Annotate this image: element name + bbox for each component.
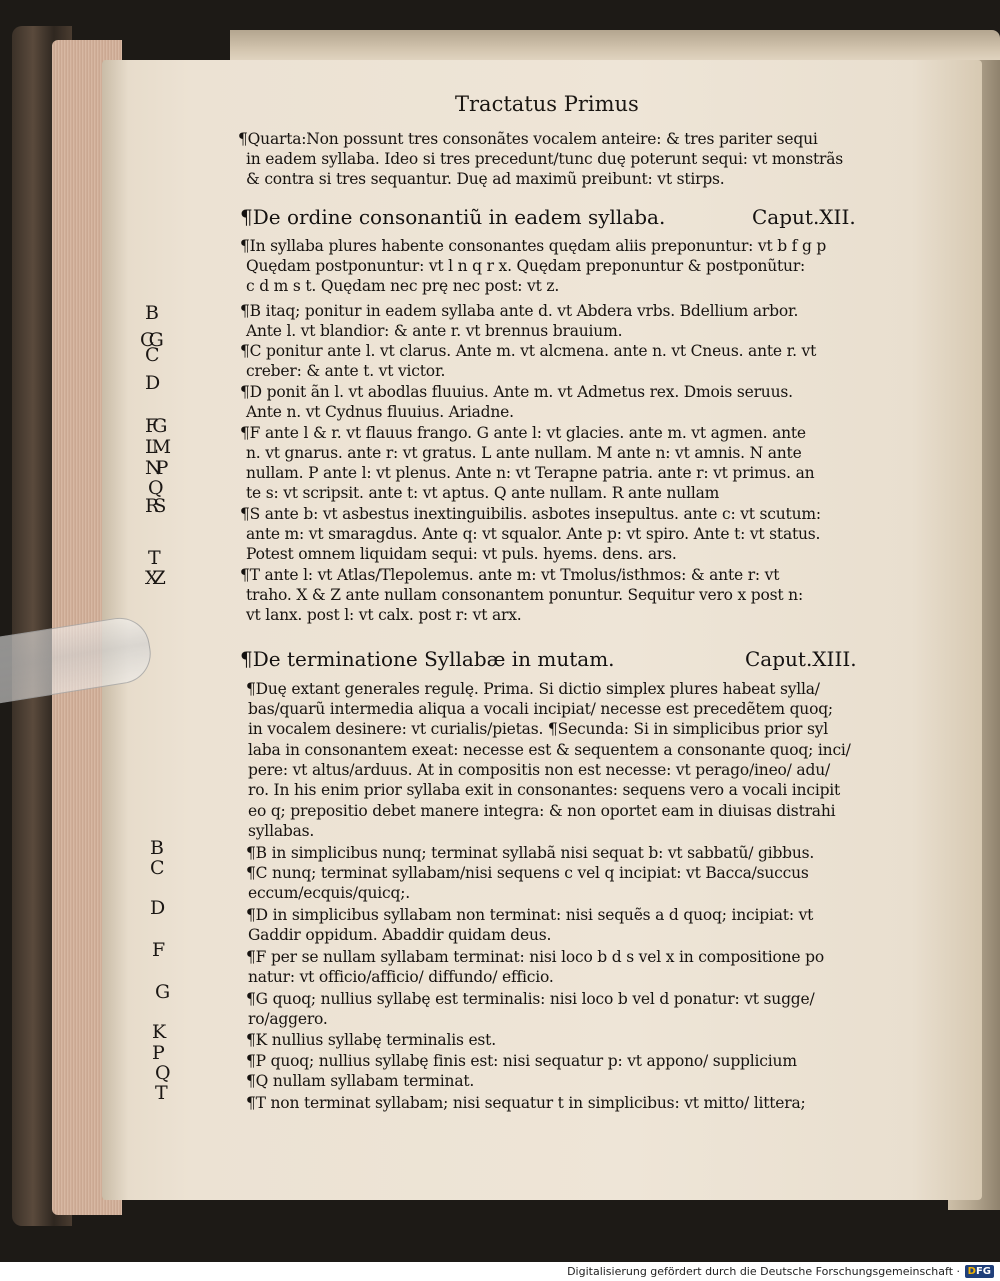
ch13-line: bas/quarũ intermedia aliqua a vocali incipiat/ necesse est precedẽtem quoq;: [248, 700, 833, 718]
intro-line: ¶Quarta:Non possunt tres consonãtes vocalem anteire: & tres pariter sequi: [238, 130, 818, 148]
margin-letter: F: [152, 939, 166, 961]
ch12-line: Ante n. vt Cydnus fluuius. Ariadne.: [246, 403, 514, 421]
chapter-12-label: Caput.XII.: [752, 205, 856, 229]
ch13-line: pere: vt altus/arduus. At in compositis non est necesse: vt perago/ineo/ adu/: [248, 761, 831, 779]
margin-letter: C: [145, 344, 160, 366]
ch12-line: ¶S ante b: vt asbestus inextinguibilis. asbotes insepultus. ante c: vt scutum:: [240, 505, 821, 523]
ch12-line: nullam. P ante l: vt plenus. Ante n: vt Terapne patria. ante r: vt primus. an: [246, 464, 815, 482]
intro-line: & contra si tres sequantur. Duę ad maximũ preibunt: vt stirps.: [246, 170, 725, 188]
ch12-line: Ante l. vt blandior: & ante r. vt brennus brauium.: [246, 322, 623, 340]
ch13-line: ro. In his enim prior syllaba exit in consonantes: sequens vero a vocali incipit: [248, 781, 841, 799]
margin-letter: C G: [140, 329, 158, 351]
ch12-line: ¶In syllaba plures habente consonantes quędam aliis preponuntur: vt b f g p: [240, 237, 827, 255]
ch13-line: ¶B in simplicibus nunq; terminat syllabã nisi sequat b: vt sabbatũ/ gibbus.: [246, 844, 815, 862]
ch12-line: Quędam postponuntur: vt l n q r x. Quędam preponuntur & postponũtur:: [246, 257, 806, 275]
margin-letter: D: [145, 372, 161, 394]
intro-line: in eadem syllaba. Ideo si tres precedunt/tunc duę poterunt sequi: vt monstrãs: [246, 150, 844, 168]
ch13-line: in vocalem desinere: vt curialis/pietas. ¶Secunda: Si in simplicibus prior syl: [248, 720, 829, 738]
ch13-line: ro/aggero.: [248, 1010, 328, 1028]
margin-letter: T: [148, 547, 161, 569]
ch12-line: ¶D ponit ãn l. vt abodlas fluuius. Ante m. vt Admetus rex. Dmois seruus.: [240, 383, 793, 401]
margin-letter: R S: [145, 495, 161, 517]
margin-letter: K: [152, 1021, 167, 1043]
ch12-line: traho. X & Z ante nullam consonantem ponuntur. Sequitur vero x post n:: [246, 586, 803, 604]
ch12-line: ¶B itaq; ponitur in eadem syllaba ante d. vt Abdera vrbs. Bdellium arbor.: [240, 302, 799, 320]
ch13-line: ¶Duę extant generales regulę. Prima. Si dictio simplex plures habeat sylla/: [246, 680, 820, 698]
ch12-line: te s: vt scripsit. ante t: vt aptus. Q ante nullam. R ante nullam: [246, 484, 720, 502]
ch13-line: ¶D in simplicibus syllabam non terminat: nisi sequẽs a d quoq; incipiat: vt: [246, 906, 814, 924]
ch12-line: n. vt gnarus. ante r: vt gratus. L ante nullam. M ante n: vt amnis. N ante: [246, 444, 802, 462]
ch13-line: Gaddir oppidum. Abaddir quidam deus.: [248, 926, 552, 944]
ch13-line: natur: vt officio/afficio/ diffundo/ efficio.: [248, 968, 554, 986]
ch13-line: ¶G quoq; nullius syllabę est terminalis: nisi loco b vel d ponatur: vt sugge/: [246, 990, 815, 1008]
ch12-line: ¶T ante l: vt Atlas/Tlepolemus. ante m: vt Tmolus/isthmos: & ante r: vt: [240, 566, 780, 584]
ch12-line: ¶C ponitur ante l. vt clarus. Ante m. vt alcmena. ante n. vt Cneus. ante r. vt: [240, 342, 817, 360]
ch13-line: eo q; prepositio debet manere integra: & non oportet eam in diuisas distrahi: [248, 802, 836, 820]
margin-letter: N P: [145, 457, 163, 479]
margin-letter: F G: [145, 415, 162, 437]
margin-letter: P: [152, 1042, 165, 1064]
ch13-line: eccum/ecquis/quicq;.: [248, 884, 410, 902]
footer-bar: [0, 1262, 1000, 1281]
ch12-line: c d m s t. Quędam nec prę nec post: vt z.: [246, 277, 560, 295]
ch13-line: syllabas.: [248, 822, 315, 840]
ch13-line: ¶F per se nullam syllabam terminat: nisi loco b d s vel x in compositione po: [246, 948, 824, 966]
ch13-line: ¶Q nullam syllabam terminat.: [246, 1072, 475, 1090]
chapter-13-heading: ¶De terminatione Syllabæ in mutam.: [240, 647, 615, 671]
margin-letter: X Z: [145, 567, 160, 589]
book-page: [102, 60, 982, 1200]
ch12-line: Potest omnem liquidam sequi: vt puls. hyems. dens. ars.: [246, 545, 677, 563]
ch13-line: ¶T non terminat syllabam; nisi sequatur t in simplicibus: vt mitto/ littera;: [246, 1094, 806, 1112]
dfg-logo-letters: FG: [975, 1266, 991, 1277]
chapter-12-heading: ¶De ordine consonantiũ in eadem syllaba.: [240, 205, 666, 229]
margin-letter: D: [150, 897, 166, 919]
running-head: Tractatus Primus: [455, 92, 639, 116]
dfg-logo-letter: D: [967, 1266, 976, 1277]
show-through: [800, 82, 940, 104]
margin-letter: L M: [145, 436, 166, 458]
ch12-line: creber: & ante t. vt victor.: [246, 362, 446, 380]
ch12-line: ante m: vt smaragdus. Ante q: vt squalor. Ante p: vt spiro. Ante t: vt status.: [246, 525, 821, 543]
margin-letter: Q: [148, 477, 164, 499]
dfg-logo-icon: [965, 1265, 994, 1278]
margin-letter: G: [155, 981, 171, 1003]
footer-credit: Digitalisierung gefördert durch die Deutsche Forschungsgemeinschaft ·: [567, 1265, 960, 1278]
margin-letter: Q: [155, 1062, 171, 1084]
ch13-line: ¶P quoq; nullius syllabę finis est: nisi sequatur p: vt appono/ supplicium: [246, 1052, 797, 1070]
ch13-line: ¶K nullius syllabę terminalis est.: [246, 1031, 496, 1049]
margin-letter: B: [145, 302, 159, 324]
ch13-line: ¶C nunq; terminat syllabam/nisi sequens c vel q incipiat: vt Bacca/succus: [246, 864, 809, 882]
ch13-line: laba in consonantem exeat: necesse est & sequentem a consonante quoq; inci/: [248, 741, 851, 759]
margin-letter: C: [150, 857, 165, 879]
ch12-line: vt lanx. post l: vt calx. post r: vt arx.: [246, 606, 522, 624]
margin-letter: B: [150, 837, 164, 859]
margin-letter: T: [155, 1082, 168, 1104]
ch12-line: ¶F ante l & r. vt flauus frango. G ante l: vt glacies. ante m. vt agmen. ante: [240, 424, 806, 442]
chapter-13-label: Caput.XIII.: [745, 647, 857, 671]
